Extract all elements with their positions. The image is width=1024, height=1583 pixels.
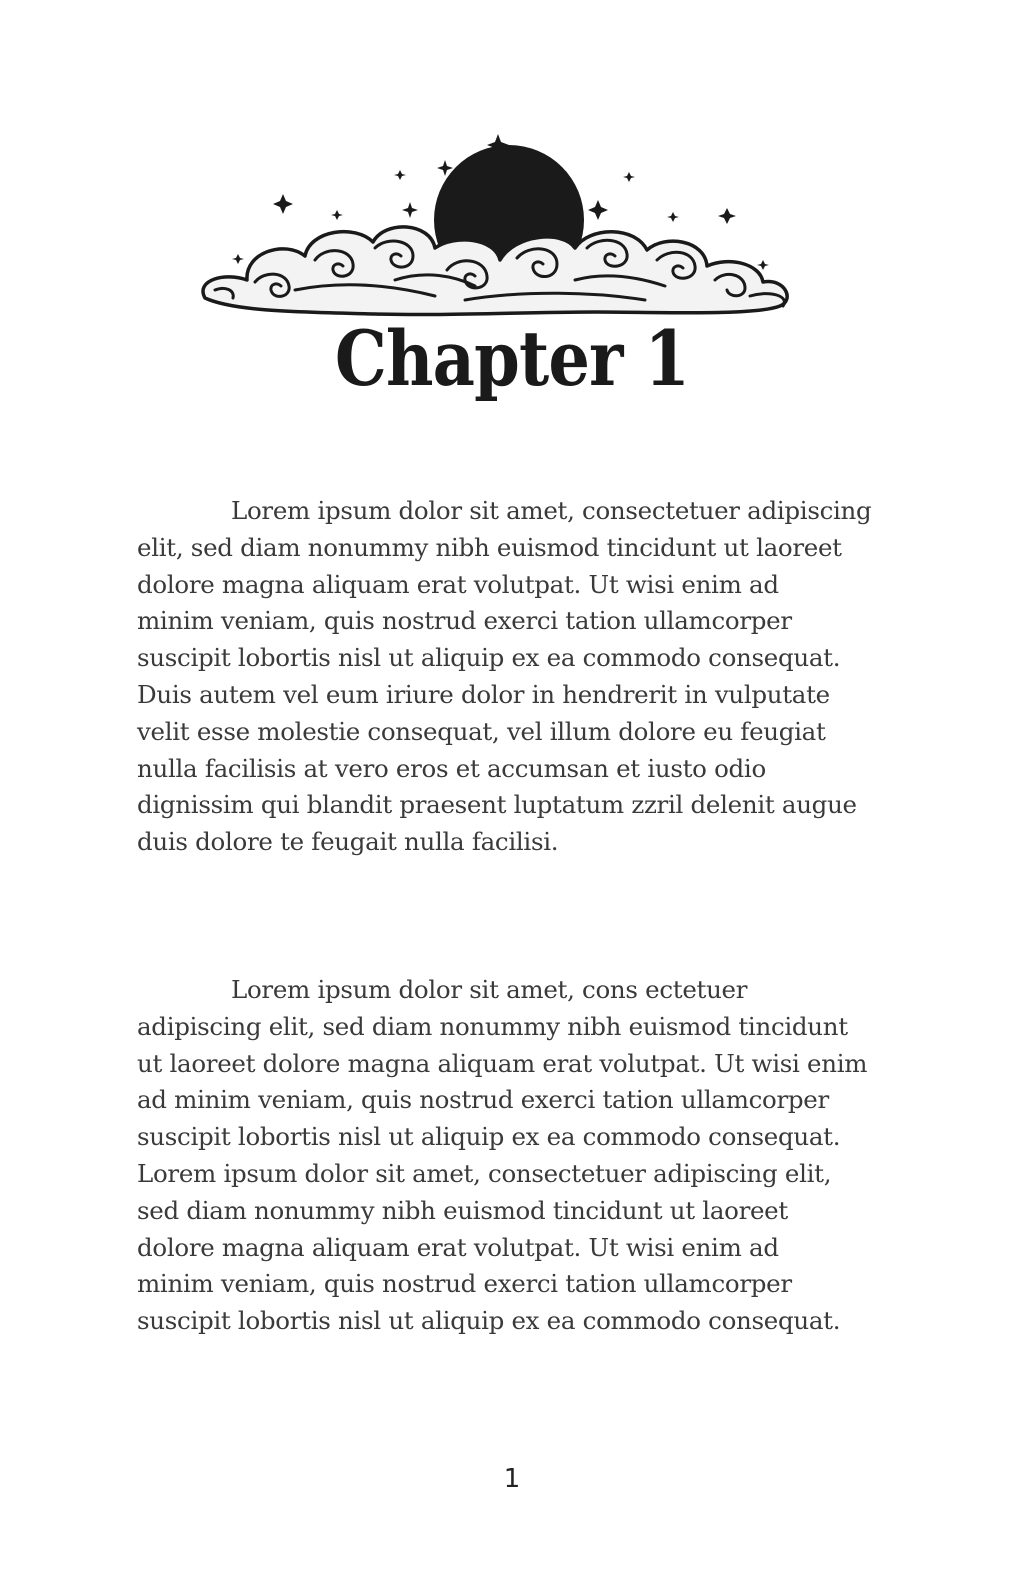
paragraph-line: velit esse molestie consequat, vel illum dolore eu feugiat: [137, 716, 826, 746]
moon-clouds-stars-icon: [195, 130, 800, 330]
paragraph-line: ad minim veniam, quis nostrud exerci tation ullamcorper: [137, 1085, 829, 1115]
paragraph-line: suscipit lobortis nisl ut aliquip ex ea commodo consequat.: [137, 1122, 841, 1152]
paragraph-line: elit, sed diam nonummy nibh euismod tincidunt ut laoreet: [137, 532, 842, 562]
paragraph-line: ut laoreet dolore magna aliquam erat volutpat. Ut wisi enim: [137, 1048, 868, 1078]
paragraph-line: nulla facilisis at vero eros et accumsan et iusto odio: [137, 753, 766, 783]
paragraph-line: minim veniam, quis nostrud exerci tation ullamcorper: [137, 606, 792, 636]
chapter-title: Chapter 1: [334, 314, 690, 403]
paragraph-line: suscipit lobortis nisl ut aliquip ex ea commodo consequat.: [137, 643, 841, 673]
paragraph-line: Lorem ipsum dolor sit amet, cons ectetuer: [231, 975, 748, 1004]
paragraph-line: dolore magna aliquam erat volutpat. Ut wisi enim ad: [137, 1232, 779, 1262]
paragraph-line: Lorem ipsum dolor sit amet, consectetuer adipiscing: [231, 496, 872, 525]
paragraph-line: Lorem ipsum dolor sit amet, consectetuer adipiscing elit,: [137, 1158, 832, 1188]
body-paragraph: [137, 493, 912, 861]
paragraph-line: adipiscing elit, sed diam nonummy nibh euismod tincidunt: [137, 1011, 848, 1041]
paragraph-line: minim veniam, quis nostrud exerci tation ullamcorper: [137, 1269, 792, 1299]
paragraph-line: Duis autem vel eum iriure dolor in hendrerit in vulputate: [137, 679, 830, 709]
body-paragraph: [137, 972, 912, 1340]
paragraph-line: duis dolore te feugait nulla facilisi.: [137, 827, 559, 857]
page-number: 1: [503, 1464, 521, 1494]
paragraph-line: sed diam nonummy nibh euismod tincidunt ut laoreet: [137, 1195, 788, 1225]
paragraph-line: dignissim qui blandit praesent luptatum zzril delenit augue: [137, 790, 857, 820]
paragraph-line: suscipit lobortis nisl ut aliquip ex ea commodo consequat.: [137, 1306, 841, 1336]
paragraph-line: dolore magna aliquam erat volutpat. Ut wisi enim ad: [137, 569, 779, 599]
